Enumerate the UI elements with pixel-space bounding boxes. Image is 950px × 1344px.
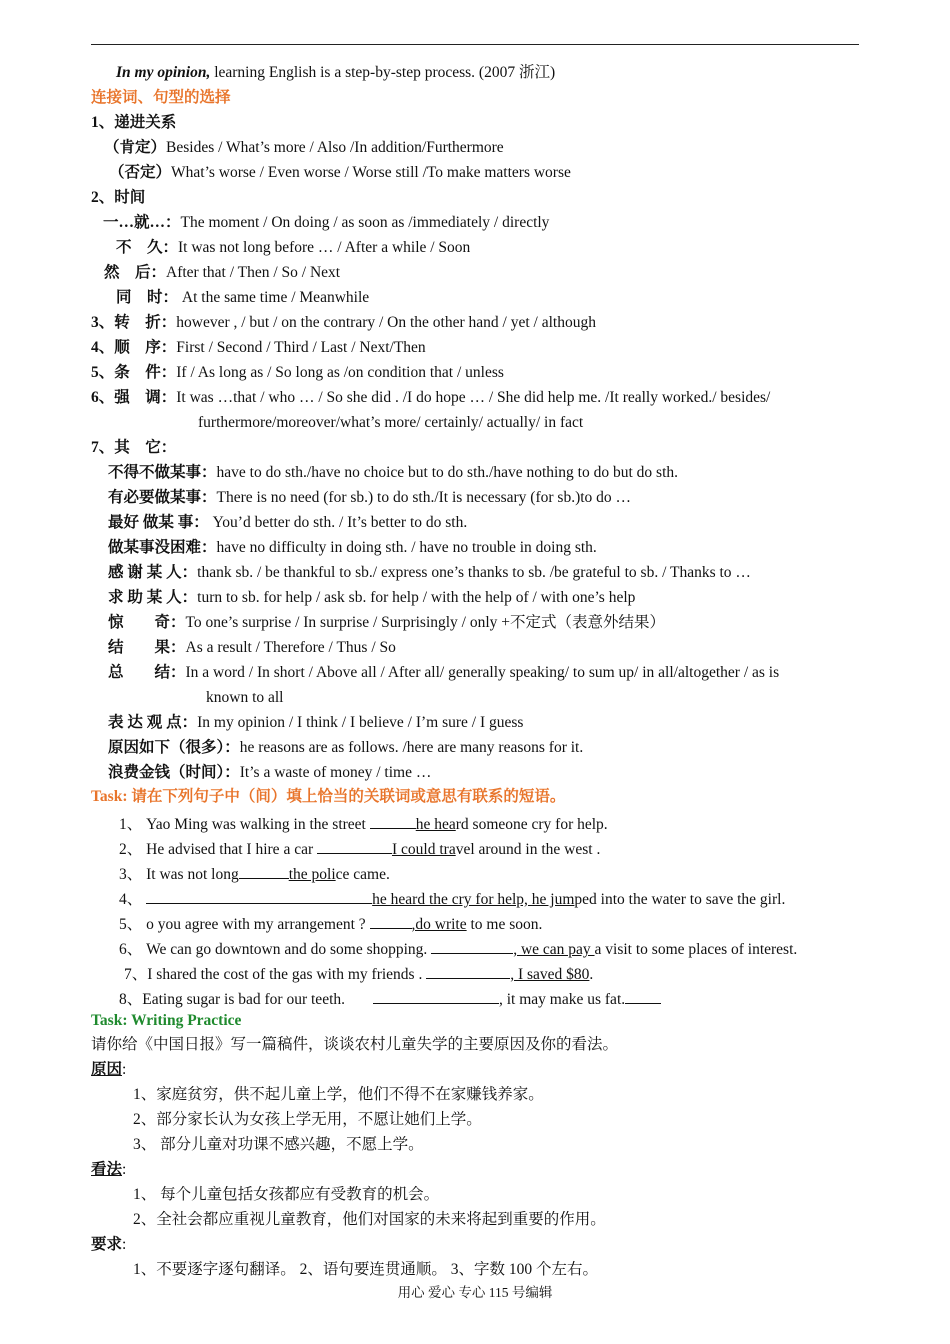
g7-item-label: 总 结： <box>108 664 186 681</box>
exercise-item <box>119 837 600 860</box>
g2-row4 <box>116 288 369 308</box>
requirements-label: 要求 <box>91 1236 123 1253</box>
answer-blank[interactable] <box>146 887 372 904</box>
exercise-num: 3、 <box>119 866 143 883</box>
g7-item-label: 惊 奇： <box>108 614 186 631</box>
g7-item-text: It’s a waste of money / time … <box>239 764 432 781</box>
answer-text: ,do write <box>411 916 467 933</box>
exercise-num: 2、 <box>119 841 143 858</box>
g7-item-label: 浪费金钱（时间）： <box>108 764 240 781</box>
g7-item-text: To one’s surprise / In surprise / Surprisingly / only +不定式（表意外结果） <box>185 614 666 631</box>
intro-line <box>116 63 555 83</box>
g7-item <box>108 588 635 608</box>
g7-item <box>108 563 751 583</box>
g2-r2-label: 不 久： <box>116 239 179 256</box>
g1-title: 1、递进关系 <box>91 114 177 131</box>
g5-text: If / As long as / So long as /on condition that / unless <box>176 364 504 381</box>
exercise-text: It was not long <box>146 866 239 883</box>
g7-item-text: In a word / In short / Above all / After all/ generally speaking/ to sum up/ in all/altogether / as is <box>185 664 780 681</box>
exercise-text: Yao Ming was walking in the street <box>146 816 370 833</box>
exercise-num: 7、 <box>124 966 148 983</box>
reasons-heading: 原因: <box>91 1061 127 1078</box>
g4-label: 4、顺 序： <box>91 339 177 356</box>
exercise-text: to me soon. <box>466 916 543 933</box>
g7-item <box>108 713 523 733</box>
exercise-num: 8、 <box>119 991 143 1008</box>
g6-line <box>91 388 770 408</box>
exercise-num: 5、 <box>119 916 143 933</box>
g7-item-text: he reasons are as follows. /here are many reasons for it. <box>239 739 584 756</box>
answer-blank[interactable] <box>239 862 289 879</box>
answer-text: he hea <box>415 816 456 833</box>
view-item: 1、 每个儿童包括女孩都应有受教育的机会。 <box>133 1186 440 1203</box>
answer-blank[interactable] <box>370 812 416 829</box>
answer-blank[interactable] <box>317 837 392 854</box>
answer-text: , we can pay <box>513 941 595 958</box>
g7-item-label: 最好 做某 事： <box>108 514 209 531</box>
g7-item <box>108 488 631 508</box>
g7-item-label: 结 果： <box>108 639 186 656</box>
g7-item-text: As a result / Therefore / Thus / So <box>185 639 396 656</box>
exercise-text: Eating sugar is bad for our teeth. <box>142 991 345 1008</box>
answer-blank[interactable] <box>370 912 412 929</box>
g7-item-label: 原因如下（很多）： <box>108 739 240 756</box>
g5-label: 5、条 件： <box>91 364 177 381</box>
g7-item-label: 表 达 观 点： <box>108 714 198 731</box>
g7-item-text: have no difficulty in doing sth. / have no trouble in doing sth. <box>216 539 597 556</box>
exercise-num: 6、 <box>119 941 143 958</box>
g7-item-continued: known to all <box>206 689 284 706</box>
answer-text: he heard the cry for help, he jum <box>372 891 575 908</box>
answer-blank[interactable] <box>431 937 513 954</box>
g6-label: 6、强 调： <box>91 389 177 406</box>
exercise-item <box>119 887 785 910</box>
exercise-text: . <box>589 966 594 983</box>
g1-positive <box>104 138 504 158</box>
exercise-item <box>119 987 661 1010</box>
g7-item-label: 有必要做某事： <box>108 489 217 506</box>
exercise-item <box>124 962 593 985</box>
exercise-text: ped into the water to save the girl. <box>574 891 786 908</box>
g2-r1-text: The moment / On doing / as soon as /immediately / directly <box>180 214 550 231</box>
reason-item: 1、家庭贫穷，供不起儿童上学，他们不得不在家赚钱养家。 <box>133 1086 544 1103</box>
exercise-item <box>119 862 390 885</box>
answer-text: the poli <box>288 866 336 883</box>
g7-item-text: thank sb. / be thankful to sb./ express one’s thanks to sb. /be grateful to sb. / Thanks to … <box>197 564 751 581</box>
g3-line <box>91 313 596 333</box>
requirements-text: 1、不要逐字逐句翻译。 2、语句要连贯通顺。 3、字数 100 个左右。 <box>133 1261 599 1278</box>
g1-neg-text: What’s worse / Even worse / Worse still /To make matters worse <box>171 164 571 181</box>
reasons-label: 原因 <box>91 1061 123 1078</box>
task2-title: Task: Writing Practice <box>91 1012 242 1029</box>
intro-lead: In my opinion, <box>116 64 211 81</box>
exercise-text: ce came. <box>335 866 390 883</box>
answer-text: , it may make us fat. <box>499 991 626 1008</box>
exercise-item <box>119 937 797 960</box>
g6-text1: It was …that / who … / So she did . /I do hope … / She did help me. /It really worked./ besides/ <box>176 389 771 406</box>
views-heading: 看法: <box>91 1161 127 1178</box>
g7-item-label: 做某事没困难： <box>108 539 217 556</box>
g4-line <box>91 338 426 358</box>
g7-item <box>108 738 583 758</box>
g2-title: 2、时间 <box>91 189 146 206</box>
g7-item <box>108 463 678 483</box>
g3-label: 3、转 折： <box>91 314 177 331</box>
g7-item-text: In my opinion / I think / I believe / I’m sure / I guess <box>197 714 524 731</box>
g2-r2-text: It was not long before … / After a while / Soon <box>178 239 471 256</box>
g2-row1 <box>103 213 549 233</box>
g2-r4-text: At the same time / Meanwhile <box>178 289 370 306</box>
page-footer: 用心 爱心 专心 115 号编辑 <box>397 1285 553 1300</box>
answer-blank[interactable] <box>625 987 661 1004</box>
g7-item <box>108 663 779 683</box>
exercise-item <box>119 912 542 935</box>
g7-item-text: have to do sth./have no choice but to do sth./have nothing to do but do sth. <box>216 464 679 481</box>
g7-item-text: There is no need (for sb.) to do sth./It is necessary (for sb.)to do … <box>216 489 632 506</box>
g7-item-label: 不得不做某事： <box>108 464 217 481</box>
g7-title: 7、其 它： <box>91 439 177 456</box>
section-title: 连接词、句型的选择 <box>91 89 231 106</box>
g7-item <box>108 763 431 783</box>
g1-neg-label: （否定） <box>109 164 172 181</box>
answer-blank[interactable] <box>426 962 510 979</box>
g3-text: however , / but / on the contrary / On the other hand / yet / although <box>176 314 596 331</box>
exercise-num: 4、 <box>119 891 143 908</box>
g1-negative <box>109 163 571 183</box>
g2-r4-label: 同 时： <box>116 289 179 306</box>
g7-item <box>108 638 396 658</box>
reason-item: 2、部分家长认为女孩上学无用，不愿让她们上学。 <box>133 1111 482 1128</box>
exercise-text: rd someone cry for help. <box>455 816 608 833</box>
g1-pos-label: （肯定） <box>104 139 167 156</box>
g2-r1-label: 一…就…： <box>103 214 181 231</box>
g4-text: First / Second / Third / Last / Next/Then <box>176 339 426 356</box>
exercise-text: He advised that I hire a car <box>146 841 317 858</box>
exercise-text: vel around in the west . <box>455 841 601 858</box>
requirements-heading: 要求: <box>91 1236 127 1253</box>
exercise-text: a visit to some places of interest. <box>594 941 798 958</box>
g5-line <box>91 363 504 383</box>
answer-text: I could tra <box>392 841 456 858</box>
reason-item: 3、 部分儿童对功课不感兴趣，不愿上学。 <box>133 1136 424 1153</box>
g2-row3 <box>104 263 340 283</box>
g7-item <box>108 538 597 558</box>
g7-item <box>108 613 665 633</box>
task2-prompt: 请你给《中国日报》写一篇稿件，谈谈农村儿童失学的主要原因及你的看法。 <box>91 1036 619 1053</box>
g7-item-label: 感 谢 某 人： <box>108 564 198 581</box>
g7-item <box>108 513 467 533</box>
task1-title: Task: 请在下列句子中（间）填上恰当的关联词或意思有联系的短语。 <box>91 788 566 805</box>
g2-r3-text: After that / Then / So / Next <box>166 264 341 281</box>
exercise-text: We can go downtown and do some shopping. <box>146 941 432 958</box>
answer-blank[interactable] <box>373 987 499 1004</box>
exercise-text: o you agree with my arrangement ? <box>146 916 370 933</box>
g2-r3-label: 然 后： <box>104 264 167 281</box>
g1-pos-text: Besides / What’s more / Also /In addition/Furthermore <box>166 139 504 156</box>
view-item: 2、全社会都应重视儿童教育，他们对国家的未来将起到重要的作用。 <box>133 1211 606 1228</box>
g7-item-label: 求 助 某 人： <box>108 589 198 606</box>
top-rule <box>91 44 859 45</box>
intro-rest: learning English is a step-by-step process. (2007 浙江) <box>210 64 556 81</box>
g2-row2 <box>116 238 470 258</box>
exercise-num: 1、 <box>119 816 143 833</box>
g7-item-text: You’d better do sth. / It’s better to do sth. <box>208 514 468 531</box>
g7-item-text: turn to sb. for help / ask sb. for help / with the help of / with one’s help <box>197 589 636 606</box>
views-label: 看法 <box>91 1161 123 1178</box>
exercise-text: I shared the cost of the gas with my friends . <box>147 966 427 983</box>
g6-line2: furthermore/moreover/what’s more/ certainly/ actually/ in fact <box>198 414 584 431</box>
exercise-item <box>119 812 608 835</box>
answer-text: , I saved $80 <box>510 966 590 983</box>
